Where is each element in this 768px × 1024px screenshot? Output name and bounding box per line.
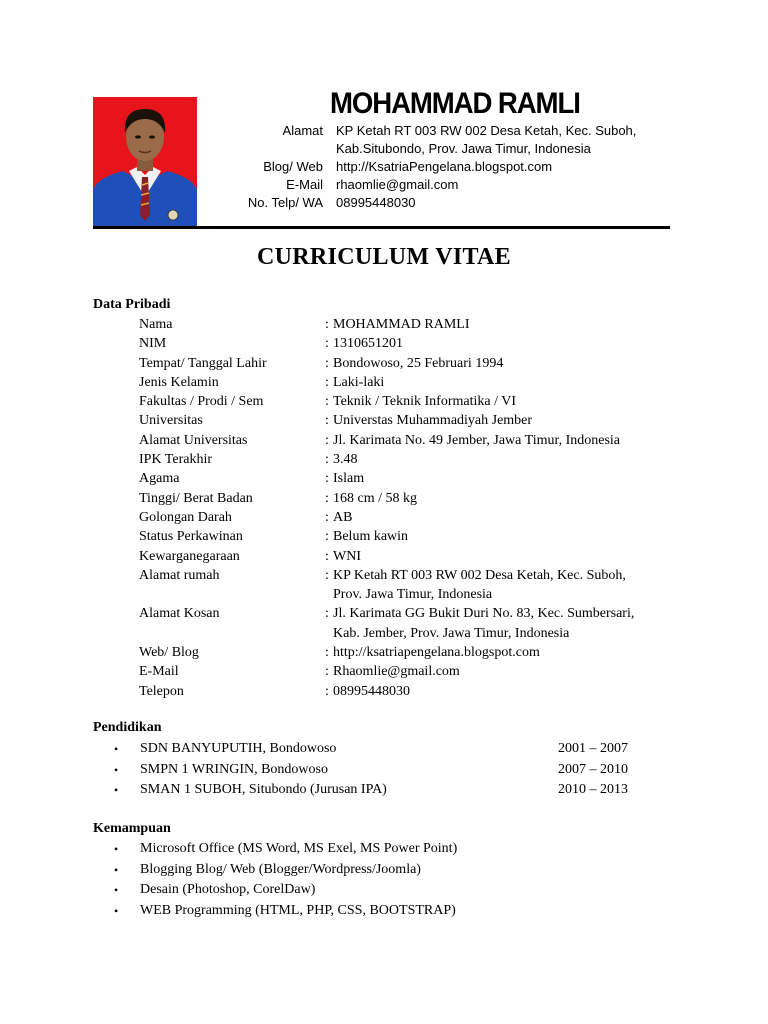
personal-value	[333, 643, 699, 662]
personal-value-line: 1310651201	[333, 336, 403, 352]
contact-value	[336, 122, 670, 158]
personal-row	[139, 354, 699, 373]
colon-separator: :	[325, 317, 329, 332]
personal-data-heading: Data Pribadi	[93, 297, 171, 312]
personal-label: Status Perkawinan	[139, 529, 243, 545]
personal-value-line: 08995448030	[333, 683, 410, 699]
personal-value	[333, 566, 699, 605]
skills-item-text: Blogging Blog/ Web (Blogger/Wordpress/Joomla)	[140, 861, 421, 877]
education-item-text: SMPN 1 WRINGIN, Bondowoso	[140, 761, 328, 777]
colon-separator: :	[325, 606, 329, 622]
colon-separator: :	[325, 645, 329, 661]
personal-row	[139, 489, 699, 508]
contact-value-line: http://KsatriaPengelana.blogspot.com	[336, 159, 553, 174]
personal-label: Jenis Kelamin	[139, 374, 219, 390]
personal-row	[139, 547, 699, 566]
personal-value	[333, 662, 699, 681]
personal-row	[139, 682, 699, 701]
personal-label: Telepon	[139, 683, 184, 699]
skills-list	[114, 839, 674, 921]
personal-row	[139, 469, 699, 488]
personal-row	[139, 411, 699, 430]
personal-value	[333, 373, 699, 392]
personal-label: IPK Terakhir	[139, 452, 213, 468]
education-item-years: 2007 – 2010	[558, 761, 628, 777]
personal-label: Tempat/ Tanggal Lahir	[139, 355, 267, 371]
bullet-icon: •	[114, 862, 119, 877]
skills-heading: Kemampuan	[93, 821, 171, 836]
colon-separator: :	[325, 336, 329, 352]
personal-label: Agama	[139, 471, 180, 487]
personal-value-line: Jl. Karimata GG Bukit Duri No. 83, Kec. Sumbersari,	[333, 606, 635, 622]
colon-separator: :	[325, 548, 329, 564]
personal-label: E-Mail	[139, 664, 179, 680]
personal-value-line: Rhaomlie@gmail.com	[333, 664, 460, 680]
skills-item-text: Microsoft Office (MS Word, MS Exel, MS Power Point)	[140, 841, 458, 856]
skills-item	[114, 839, 674, 860]
personal-value-line: Belum kawin	[333, 529, 409, 545]
contact-value-line: 08995448030	[336, 195, 416, 210]
skills-item	[114, 901, 674, 922]
colon-separator: :	[325, 529, 329, 545]
contact-block	[200, 122, 670, 212]
bullet-icon: •	[114, 842, 119, 856]
personal-value-line: AB	[333, 509, 353, 525]
personal-value-line: 168 cm / 58 kg	[333, 490, 417, 506]
education-heading: Pendidikan	[93, 720, 162, 735]
education-item	[114, 780, 674, 801]
bullet-icon: •	[114, 762, 119, 777]
personal-row	[139, 373, 699, 392]
skills-item	[114, 860, 674, 881]
personal-label: Kewarganegaraan	[139, 548, 240, 564]
contact-row	[200, 176, 670, 194]
personal-value	[333, 604, 699, 643]
personal-value-line: Universtas Muhammadiyah Jember	[333, 413, 533, 429]
colon-separator: :	[325, 683, 329, 699]
personal-label: Web/ Blog	[139, 645, 199, 661]
personal-row	[139, 315, 699, 334]
personal-value-line: WNI	[333, 548, 361, 564]
personal-row	[139, 392, 699, 411]
colon-separator: :	[325, 664, 329, 680]
personal-row	[139, 450, 699, 469]
contact-value-line: KP Ketah RT 003 RW 002 Desa Ketah, Kec. Suboh,	[336, 123, 637, 138]
profile-photo	[93, 97, 197, 227]
personal-value-line: Laki-laki	[333, 374, 385, 390]
contact-value-line: rhaomlie@gmail.com	[336, 177, 459, 192]
personal-value	[333, 508, 699, 527]
bullet-icon: •	[114, 883, 119, 897]
personal-value-line: Prov. Jawa Timur, Indonesia	[333, 587, 493, 603]
colon-separator: :	[325, 413, 329, 429]
personal-label: Alamat Kosan	[139, 606, 220, 622]
personal-label: Fakultas / Prodi / Sem	[139, 394, 264, 410]
colon-separator: :	[325, 567, 329, 583]
personal-value	[333, 527, 699, 546]
personal-data-list	[139, 315, 699, 701]
personal-row	[139, 662, 699, 681]
personal-label: Tinggi/ Berat Badan	[139, 490, 253, 506]
contact-label: No. Telp/ WA	[247, 195, 323, 210]
header-name: MOHAMMAD RAMLI	[330, 87, 580, 120]
personal-label: Alamat Universitas	[139, 432, 248, 448]
education-item-years: 2001 – 2007	[558, 741, 628, 756]
personal-value-line: Islam	[333, 471, 365, 487]
personal-value	[333, 682, 699, 701]
personal-value	[333, 315, 699, 334]
education-item	[114, 739, 674, 760]
personal-value-line: http://ksatriapengelana.blogspot.com	[333, 645, 540, 661]
contact-row	[200, 122, 670, 158]
contact-label: E-Mail	[286, 177, 323, 192]
personal-value	[333, 450, 699, 469]
personal-value	[333, 431, 699, 450]
skills-item	[114, 880, 674, 901]
education-item-text: SMAN 1 SUBOH, Situbondo (Jurusan IPA)	[140, 782, 387, 797]
personal-value-line: Kab. Jember, Prov. Jawa Timur, Indonesia	[333, 625, 570, 641]
colon-separator: :	[325, 394, 329, 410]
skills-item-text: Desain (Photoshop, CorelDaw)	[140, 882, 316, 897]
personal-row	[139, 643, 699, 662]
contact-value	[336, 194, 670, 212]
personal-label: Universitas	[139, 413, 203, 429]
personal-row	[139, 431, 699, 450]
contact-value-line: Kab.Situbondo, Prov. Jawa Timur, Indonesia	[336, 141, 591, 156]
personal-value-line: 3.48	[333, 452, 358, 468]
personal-value	[333, 489, 699, 508]
personal-row	[139, 566, 699, 605]
personal-value	[333, 547, 699, 566]
personal-value	[333, 334, 699, 353]
personal-value	[333, 354, 699, 373]
personal-value-line: Bondowoso, 25 Februari 1994	[333, 355, 504, 371]
personal-value	[333, 469, 699, 488]
colon-separator: :	[325, 374, 329, 390]
colon-separator: :	[325, 452, 329, 468]
contact-value	[336, 158, 670, 176]
colon-separator: :	[325, 471, 329, 487]
personal-value-line: Jl. Karimata No. 49 Jember, Jawa Timur, Indonesia	[333, 432, 620, 448]
personal-value	[333, 411, 699, 430]
contact-row	[200, 194, 670, 212]
colon-separator: :	[325, 355, 329, 371]
personal-value	[333, 392, 699, 411]
contact-value	[336, 176, 670, 194]
personal-row	[139, 604, 699, 643]
education-item-years: 2010 – 2013	[558, 782, 628, 797]
personal-label: Golongan Darah	[139, 509, 232, 525]
personal-value-line: Teknik / Teknik Informatika / VI	[333, 394, 516, 410]
personal-row	[139, 508, 699, 527]
skills-item-text: WEB Programming (HTML, PHP, CSS, BOOTSTRAP)	[140, 902, 456, 918]
bullet-icon: •	[114, 903, 119, 918]
personal-value-line: KP Ketah RT 003 RW 002 Desa Ketah, Kec. Suboh,	[333, 567, 626, 583]
education-list	[114, 739, 674, 801]
header-divider	[93, 226, 670, 229]
colon-separator: :	[325, 509, 329, 525]
contact-label: Blog/ Web	[263, 159, 323, 174]
bullet-icon: •	[114, 742, 119, 756]
bullet-icon: •	[114, 783, 119, 797]
personal-label: NIM	[139, 336, 167, 352]
colon-separator: :	[325, 490, 329, 506]
education-item-text: SDN BANYUPUTIH, Bondowoso	[140, 741, 337, 756]
personal-label: Nama	[139, 317, 173, 332]
contact-row	[200, 158, 670, 176]
personal-row	[139, 334, 699, 353]
education-item	[114, 760, 674, 781]
cv-title: CURRICULUM VITAE	[257, 244, 511, 270]
personal-label: Alamat rumah	[139, 567, 220, 583]
personal-value-line: MOHAMMAD RAMLI	[333, 317, 470, 332]
colon-separator: :	[325, 432, 329, 448]
contact-label: Alamat	[282, 123, 323, 138]
personal-row	[139, 527, 699, 546]
